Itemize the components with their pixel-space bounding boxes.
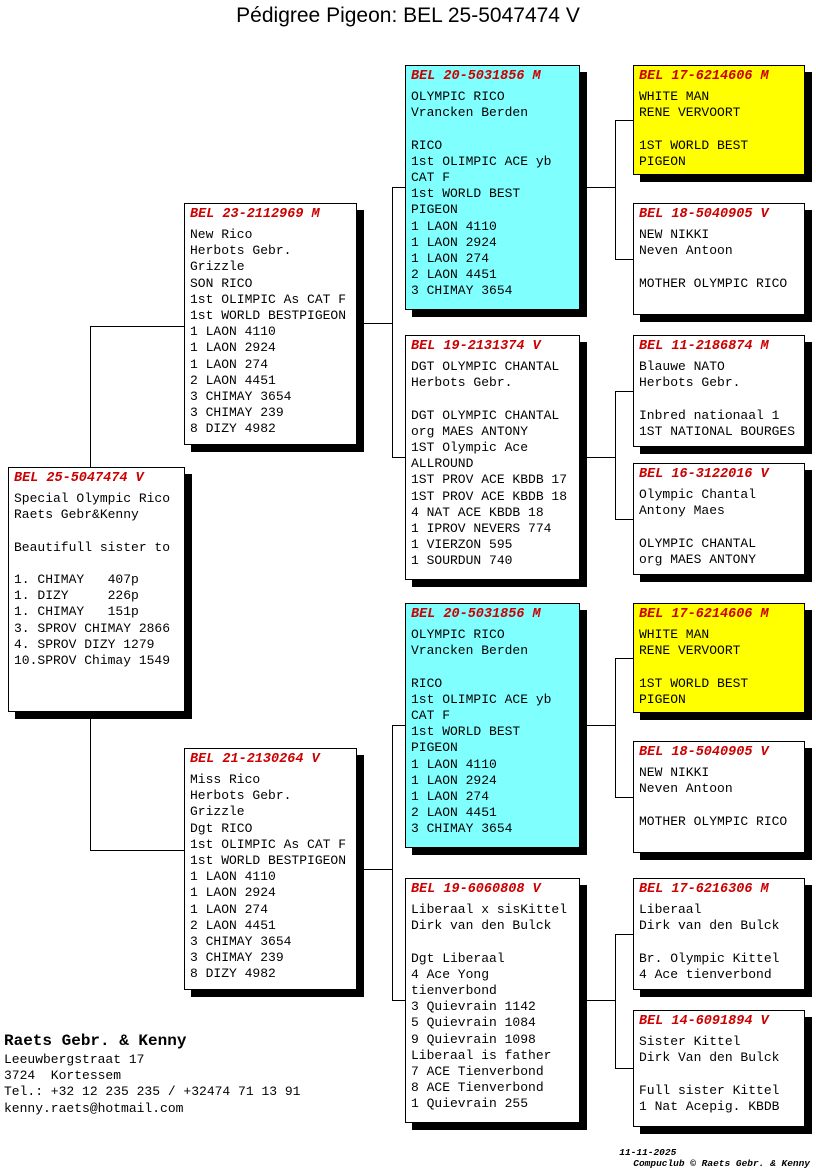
box-line: [639, 659, 804, 675]
pedigree-box-gg4: [633, 463, 805, 575]
box-line: [14, 556, 184, 572]
box-line: Liberaal is father: [411, 1047, 552, 1063]
box-line: Vrancken Berden: [411, 105, 529, 121]
box-line: org MAES ANTONY: [411, 423, 529, 439]
box-line: 1 LAON 2924: [190, 885, 276, 901]
box-line: 1st OLIMPIC ACE yb: [411, 153, 552, 169]
connector-line-horizontal: [615, 120, 633, 121]
box-line: [639, 259, 804, 275]
owner-phone: Tel.: +32 12 235 235 / +32474 71 13 91: [4, 1084, 301, 1100]
box-line: Raets Gebr&Kenny: [14, 507, 139, 523]
connector-line-vertical: [615, 658, 616, 798]
pedigree-box-gg5: [633, 603, 805, 713]
box-line: 4 NAT ACE KBDB 18: [411, 504, 544, 520]
box-line: 8 ACE Tienverbond: [411, 1080, 544, 1096]
connector-line-vertical: [615, 934, 616, 1069]
box-line: 1. CHIMAY 151p: [14, 604, 139, 620]
box-line: 3 CHIMAY 3654: [190, 934, 292, 950]
box-line: 1 VIERZON 595: [411, 537, 513, 553]
box-line: 3 CHIMAY 3654: [411, 821, 513, 837]
box-line: [411, 659, 579, 675]
ring-number: BEL 19-2131374 V: [411, 339, 541, 354]
ring-number: BEL 18-5040905 V: [639, 207, 769, 222]
box-line: Liberaal x sisKittel: [411, 902, 568, 917]
box-line: Neven Antoon: [639, 781, 733, 797]
box-line: PIGEON: [411, 202, 458, 218]
box-line: 4 Ace tienverbond: [639, 966, 772, 982]
connector-line-horizontal: [392, 725, 405, 726]
box-line: OLYMPIC RICO: [411, 89, 505, 104]
box-line: [639, 519, 804, 535]
box-line: 1st OLIMPIC As CAT F: [190, 291, 347, 307]
box-line: org MAES ANTONY: [639, 551, 757, 567]
connector-line-horizontal: [90, 850, 184, 851]
ring-number: BEL 17-6214606 M: [639, 69, 769, 84]
box-line: PIGEON: [411, 740, 458, 756]
box-line: Liberaal: [639, 902, 702, 917]
box-line: 4 Ace Yong: [411, 966, 490, 982]
box-line: 2 LAON 4451: [411, 805, 497, 821]
connector-line-vertical: [90, 326, 91, 467]
pedigree-box-gp3: [405, 603, 580, 848]
box-line: 1 LAON 4110: [411, 218, 497, 234]
box-line: 1. DIZY 226p: [14, 588, 139, 604]
pedigree-box-sire: [184, 203, 357, 445]
owner-block: [4, 1030, 300, 1117]
pedigree-box-gg7: [633, 878, 805, 990]
box-line: Inbred nationaal 1: [639, 407, 780, 423]
connector-line-vertical: [615, 120, 616, 260]
ring-number: BEL 19-6060808 V: [411, 882, 541, 897]
box-line: Special Olympic Rico: [14, 491, 171, 506]
connector-line-horizontal: [615, 259, 633, 260]
box-line: [639, 797, 804, 813]
pedigree-box-gp1: [405, 65, 580, 310]
box-line: 3 CHIMAY 239: [190, 405, 284, 421]
owner-address-street: Leeuwbergstraat 17: [4, 1052, 145, 1067]
box-line: 1ST NATIONAL BOURGES: [639, 423, 796, 439]
connector-line-horizontal: [580, 725, 615, 726]
box-line: 3 CHIMAY 3654: [190, 389, 292, 405]
box-line: Miss Rico: [190, 772, 261, 787]
box-line: PIGEON: [639, 153, 686, 169]
box-line: WHITE MAN: [639, 627, 710, 642]
connector-line-horizontal: [357, 323, 392, 324]
box-line: Sister Kittel: [639, 1034, 741, 1049]
box-line: NEW NIKKI: [639, 227, 710, 242]
connector-line-horizontal: [615, 934, 633, 935]
ring-number: BEL 20-5031856 M: [411, 69, 541, 84]
connector-line-horizontal: [357, 869, 392, 870]
box-line: Dgt Liberaal: [411, 950, 505, 966]
box-line: [14, 523, 184, 539]
owner-name: Raets Gebr. & Kenny: [4, 1032, 187, 1050]
box-line: NEW NIKKI: [639, 765, 710, 780]
box-line: 3 CHIMAY 239: [190, 950, 284, 966]
box-line: 1st OLIMPIC As CAT F: [190, 836, 347, 852]
box-line: RENE VERVOORT: [639, 643, 741, 659]
box-line: CAT F: [411, 708, 451, 723]
box-line: Blauwe NATO: [639, 359, 725, 374]
box-line: Herbots Gebr.: [639, 375, 741, 391]
connector-line-horizontal: [615, 391, 633, 392]
box-line: RENE VERVOORT: [639, 105, 741, 121]
pedigree-box-subject: [8, 467, 185, 712]
box-line: 2 LAON 4451: [411, 267, 497, 283]
box-line: tienverbond: [411, 983, 497, 998]
connector-line-vertical: [615, 391, 616, 520]
pedigree-box-gp4: [405, 878, 580, 1123]
ring-number: BEL 11-2186874 M: [639, 339, 769, 354]
connector-line-horizontal: [580, 1000, 615, 1001]
connector-line-horizontal: [90, 326, 184, 327]
box-line: PIGEON: [639, 691, 686, 707]
box-line: 5 Quievrain 1084: [411, 1015, 536, 1031]
box-line: 1ST WORLD BEST: [639, 137, 749, 153]
owner-email: kenny.raets@hotmail.com: [4, 1100, 184, 1116]
box-line: 1st WORLD BESTPIGEON: [190, 853, 347, 869]
box-line: Dgt RICO: [190, 820, 253, 836]
box-line: DGT OLYMPIC CHANTAL: [411, 407, 560, 423]
connector-line-horizontal: [580, 457, 615, 458]
box-line: 1st WORLD BEST: [411, 724, 521, 740]
box-line: WHITE MAN: [639, 89, 710, 104]
box-line: [411, 391, 579, 407]
box-line: 2 LAON 4451: [190, 917, 276, 933]
connector-line-horizontal: [580, 187, 615, 188]
box-line: 1st OLIMPIC ACE yb: [411, 691, 552, 707]
box-line: 10.SPROV Chimay 1549: [14, 653, 171, 668]
box-line: 1 Nat Acepig. KBDB: [639, 1098, 780, 1114]
box-line: New Rico: [190, 227, 253, 242]
box-line: Antony Maes: [639, 503, 725, 519]
pedigree-box-gg1: [633, 65, 805, 175]
box-line: 1 LAON 2924: [411, 772, 497, 788]
box-line: Herbots Gebr.: [190, 243, 292, 259]
ring-number: BEL 17-6216306 M: [639, 882, 769, 897]
box-line: 1 IPROV NEVERS 774: [411, 521, 552, 537]
pedigree-box-gg8: [633, 1010, 805, 1127]
box-line: 1 LAON 274: [190, 901, 269, 917]
box-line: 1 LAON 2924: [190, 340, 276, 356]
ring-number: BEL 21-2130264 V: [190, 752, 320, 767]
box-line: 3. SPROV CHIMAY 2866: [14, 620, 171, 636]
ring-number: BEL 17-6214606 M: [639, 607, 769, 622]
box-line: Herbots Gebr.: [411, 375, 513, 391]
box-line: Grizzle: [190, 804, 245, 820]
connector-line-horizontal: [615, 519, 633, 520]
box-line: 1 LAON 4110: [190, 869, 276, 885]
box-line: [639, 934, 804, 950]
connector-line-horizontal: [615, 797, 633, 798]
box-line: [639, 1066, 804, 1082]
box-line: 1st WORLD BEST: [411, 186, 521, 202]
box-line: Herbots Gebr.: [190, 788, 292, 804]
box-line: 1ST Olympic Ace: [411, 440, 529, 455]
box-line: 1. CHIMAY 407p: [14, 571, 139, 587]
box-line: 1 Quievrain 255: [411, 1096, 529, 1112]
box-line: CAT F: [411, 170, 451, 185]
box-line: 1st WORLD BESTPIGEON: [190, 308, 347, 324]
box-line: 1ST WORLD BEST: [639, 675, 749, 691]
box-line: 1ST PROV ACE KBDB 18: [411, 488, 568, 504]
box-line: 9 Quievrain 1098: [411, 1031, 536, 1047]
box-line: 2 LAON 4451: [190, 372, 276, 388]
owner-address-city: 3724 Kortessem: [4, 1068, 122, 1084]
ring-number: BEL 16-3122016 V: [639, 467, 769, 482]
box-line: RICO: [411, 675, 443, 691]
connector-line-horizontal: [392, 187, 405, 188]
box-line: [411, 121, 579, 137]
box-line: OLYMPIC RICO: [411, 627, 505, 642]
box-line: 8 DIZY 4982: [190, 966, 276, 982]
box-line: 1 LAON 274: [411, 251, 490, 267]
ring-number: BEL 23-2112969 M: [190, 207, 320, 222]
box-line: [639, 391, 804, 407]
box-line: 1 LAON 4110: [190, 324, 276, 340]
connector-line-horizontal: [392, 1000, 405, 1001]
box-line: Dirk van den Bulck: [411, 918, 552, 934]
box-line: 1 LAON 4110: [411, 756, 497, 772]
box-line: 1 LAON 274: [190, 356, 269, 372]
box-line: Grizzle: [190, 259, 245, 275]
box-line: DGT OLYMPIC CHANTAL: [411, 359, 560, 374]
box-line: Dirk Van den Bulck: [639, 1050, 780, 1066]
connector-line-horizontal: [392, 457, 405, 458]
box-line: 7 ACE Tienverbond: [411, 1064, 544, 1080]
box-line: MOTHER OLYMPIC RICO: [639, 813, 788, 829]
connector-line-vertical: [90, 712, 91, 851]
box-line: [411, 934, 579, 950]
footer-date: 11-11-2025: [619, 1147, 677, 1158]
connector-line-horizontal: [615, 658, 633, 659]
box-line: Vrancken Berden: [411, 643, 529, 659]
box-line: RICO: [411, 137, 443, 153]
pedigree-box-gg2: [633, 203, 805, 315]
page-title: Pédigree Pigeon: BEL 25-5047474 V: [236, 4, 580, 27]
box-line: 1 LAON 274: [411, 789, 490, 805]
box-line: Beautifull sister to: [14, 539, 171, 555]
box-line: 1 SOURDUN 740: [411, 553, 513, 569]
connector-line-vertical: [392, 725, 393, 1001]
box-line: SON RICO: [190, 275, 253, 291]
box-line: Full sister Kittel: [639, 1082, 780, 1098]
footer-credit: [608, 1136, 810, 1169]
box-line: Br. Olympic Kittel: [639, 950, 780, 966]
box-line: 3 Quievrain 1142: [411, 999, 536, 1015]
box-line: Dirk van den Bulck: [639, 918, 780, 934]
box-line: [639, 121, 804, 137]
pedigree-box-gp2: [405, 335, 580, 580]
box-line: ALLROUND: [411, 456, 474, 472]
footer-compuclub-credit: Compuclub © Raets Gebr. & Kenny: [633, 1158, 810, 1169]
ring-number: BEL 20-5031856 M: [411, 607, 541, 622]
box-line: 8 DIZY 4982: [190, 421, 276, 437]
connector-line-horizontal: [615, 1068, 633, 1069]
pedigree-box-gg6: [633, 741, 805, 853]
ring-number: BEL 25-5047474 V: [14, 471, 144, 486]
box-line: 4. SPROV DIZY 1279: [14, 636, 155, 652]
ring-number: BEL 18-5040905 V: [639, 745, 769, 760]
box-line: 1 LAON 2924: [411, 234, 497, 250]
box-line: 3 CHIMAY 3654: [411, 283, 513, 299]
box-line: 1ST PROV ACE KBDB 17: [411, 472, 568, 488]
ring-number: BEL 14-6091894 V: [639, 1014, 769, 1029]
box-line: Neven Antoon: [639, 243, 733, 259]
box-line: MOTHER OLYMPIC RICO: [639, 275, 788, 291]
box-line: OLYMPIC CHANTAL: [639, 535, 757, 551]
box-line: Olympic Chantal: [639, 487, 757, 502]
connector-line-vertical: [392, 187, 393, 458]
pedigree-box-dam: [184, 748, 357, 990]
pedigree-box-gg3: [633, 335, 805, 447]
